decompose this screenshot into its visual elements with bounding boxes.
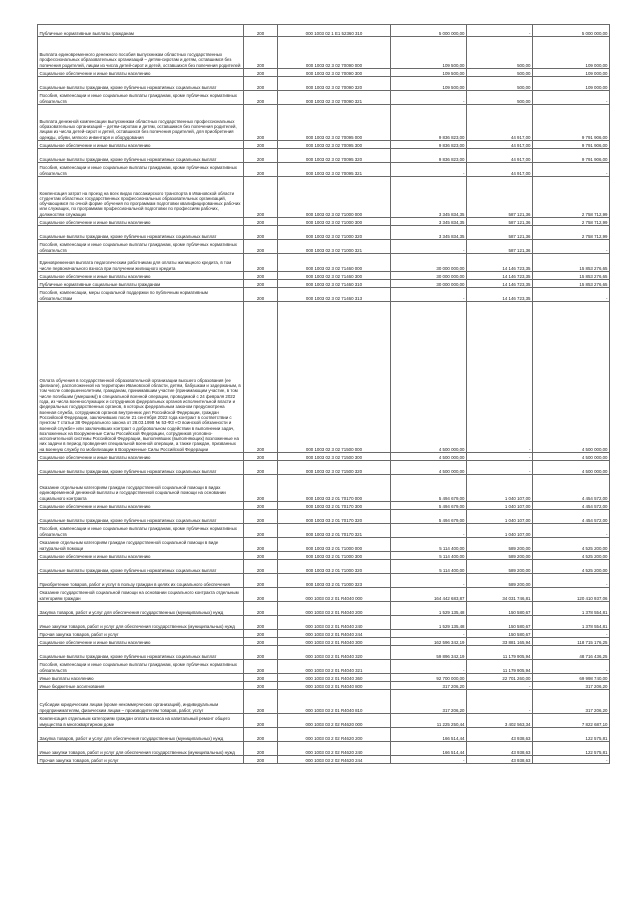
row-name-cell: Единовременная выплата педагогическим работникам для оплаты жилищного кредита, в том числе первоначального взноса при получении жилищного кредита	[38, 254, 244, 272]
row-remaining-amount-cell: 4 500 000,00	[533, 302, 610, 453]
row-remaining-amount-cell: -	[533, 756, 610, 764]
row-approved-amount-cell: 5 114 400,00	[391, 538, 467, 552]
row-executed-amount-cell: 589 200,00	[467, 538, 533, 552]
row-remaining-amount-cell: 9 791 906,00	[533, 141, 610, 149]
row-classification-code-cell: 000 1003 03 2 01 70170 321	[278, 524, 391, 538]
row-name-cell: Оплата обучения в государственной образовательной организации высшего образования (ее филиале), расположенной на территории Ивановской области, детям, бабушкам и задержаным, в том числе совершеннолетним, гражданам, принимавшим участие (принимающим участие, в том числе погибшим (умершим)) в специальной военной операции, проводимой с 24 февраля 2022 года, из числа военнослужащих и сотрудников федеральных органов исполнительной власти и федеральных государственных органов, в которых федеральным законом предусмотрена военная служба, сотрудников органов внутренних дел Российской Федерации, граждан Российской Федерации, заключивших после 21 сентября 2022 года контракт в соответствии с пунктом 7 статьи 38 Федерального закона от 28.03.1998 № 53-ФЗ «О воинской обязанности и военной службе» или заключивших контракт о добровольном содействии в выполнении задач, возложенных на Вооруженные Силы Российской Федерации, сотрудников уголовно-исполнительной системы Российской Федерации, выполнявших (выполняющих) возложенные на них задачи в период проведения специальной военной операции, а также граждан, призванных на военную службу по мобилизации в Вооруженные Силы Российской Федерации	[38, 302, 244, 453]
row-line-code-cell: 200	[244, 674, 278, 682]
row-line-code-cell: 200	[244, 149, 278, 163]
row-classification-code-cell: 000 1003 03 2 01 R4040 810	[278, 690, 391, 714]
table-row	[38, 630, 610, 638]
row-executed-amount-cell: 43 938,63	[467, 728, 533, 742]
row-name-cell: Компенсация затрат на проезд на всех видах пассажирского транспорта в Ивановской области студентам областных государственных профессиональных образовательных организаций, обучающимся по очной форме обучения по программам подготовки квалифицированных рабочих или служащих, по программам профессиональной подготовки по профессиям рабочих, должностям служащих	[38, 177, 244, 218]
table-row	[38, 280, 610, 288]
row-approved-amount-cell: -	[391, 524, 467, 538]
row-executed-amount-cell: 1 040 107,00	[467, 502, 533, 510]
row-approved-amount-cell: 109 500,00	[391, 77, 467, 91]
row-executed-amount-cell: 43 938,63	[467, 742, 533, 756]
row-approved-amount-cell: 5 114 400,00	[391, 552, 467, 560]
row-classification-code-cell: 000 1003 02 3 02 70090 321	[278, 91, 391, 105]
table-row	[38, 218, 610, 226]
row-executed-amount-cell: 34 031 746,81	[467, 588, 533, 602]
row-executed-amount-cell: 587 121,36	[467, 177, 533, 218]
row-executed-amount-cell: 500,00	[467, 77, 533, 91]
table-row	[38, 728, 610, 742]
row-executed-amount-cell: 587 121,36	[467, 226, 533, 240]
row-remaining-amount-cell: 4 525 200,00	[533, 552, 610, 560]
row-name-cell: Пособия, компенсации, меры социальной поддержки по публичным нормативным обязательствам	[38, 288, 244, 302]
row-line-code-cell: 200	[244, 616, 278, 630]
row-executed-amount-cell: 44 917,00	[467, 163, 533, 177]
row-name-cell: Закупка товаров, работ и услуг для обеспечения государственных (муниципальных) нужд	[38, 602, 244, 616]
row-classification-code-cell: 000 1003 03 2 01 R4040 240	[278, 616, 391, 630]
row-name-cell: Прочая закупка товаров, работ и услуг	[38, 756, 244, 764]
row-line-code-cell: 200	[244, 538, 278, 552]
table-row	[38, 69, 610, 77]
row-remaining-amount-cell: 69 998 740,00	[533, 674, 610, 682]
row-remaining-amount-cell: 9 791 906,00	[533, 149, 610, 163]
row-approved-amount-cell: 166 514,44	[391, 742, 467, 756]
row-executed-amount-cell: 150 580,67	[467, 616, 533, 630]
row-executed-amount-cell: 587 121,36	[467, 218, 533, 226]
table-row	[38, 638, 610, 646]
row-approved-amount-cell: 4 500 000,00	[391, 461, 467, 475]
row-approved-amount-cell: 164 442 683,87	[391, 588, 467, 602]
row-line-code-cell: 200	[244, 77, 278, 91]
row-classification-code-cell: 000 1003 02 3 02 71000 321	[278, 240, 391, 254]
row-approved-amount-cell: 59 896 342,19	[391, 646, 467, 660]
row-line-code-cell: 200	[244, 461, 278, 475]
row-line-code-cell: 200	[244, 288, 278, 302]
row-executed-amount-cell: 11 179 905,94	[467, 660, 533, 674]
row-executed-amount-cell: 500,00	[467, 91, 533, 105]
row-approved-amount-cell: -	[391, 288, 467, 302]
row-executed-amount-cell: -	[467, 453, 533, 461]
row-line-code-cell: 200	[244, 475, 278, 502]
table-row	[38, 510, 610, 524]
row-approved-amount-cell: 92 700 000,00	[391, 674, 467, 682]
row-name-cell: Социальное обеспечение и иные выплаты населению	[38, 272, 244, 280]
row-classification-code-cell: 000 1003 02 3 02 71000 320	[278, 226, 391, 240]
row-classification-code-cell: 000 1003 02 3 02 71460 313	[278, 288, 391, 302]
row-approved-amount-cell: -	[391, 574, 467, 588]
row-remaining-amount-cell: 15 853 276,65	[533, 254, 610, 272]
row-line-code-cell: 200	[244, 552, 278, 560]
row-name-cell: Оказание государственной социальной помощи на основании социального контракта отдельным категориям граждан	[38, 588, 244, 602]
row-classification-code-cell: 000 1003 02 3 02 71500 320	[278, 461, 391, 475]
row-executed-amount-cell: 1 040 107,00	[467, 510, 533, 524]
table-row	[38, 574, 610, 588]
row-executed-amount-cell: 14 146 723,35	[467, 288, 533, 302]
table-row	[38, 742, 610, 756]
row-remaining-amount-cell: 15 853 276,65	[533, 272, 610, 280]
row-classification-code-cell: 000 1003 02 3 02 71460 300	[278, 272, 391, 280]
row-name-cell: Публичные нормативные выплаты гражданам	[38, 25, 244, 37]
row-remaining-amount-cell: 4 454 572,00	[533, 475, 610, 502]
row-classification-code-cell: 000 1003 03 2 02 R4620 244	[278, 756, 391, 764]
row-approved-amount-cell: 109 500,00	[391, 37, 467, 69]
row-remaining-amount-cell: -	[533, 163, 610, 177]
row-line-code-cell: 200	[244, 510, 278, 524]
table-row	[38, 302, 610, 453]
row-name-cell: Социальное обеспечение и иные выплаты населению	[38, 502, 244, 510]
table-row	[38, 674, 610, 682]
row-line-code-cell: 200	[244, 105, 278, 141]
row-approved-amount-cell: 5 000 000,00	[391, 25, 467, 37]
row-line-code-cell: 200	[244, 560, 278, 574]
row-approved-amount-cell: -	[391, 163, 467, 177]
row-remaining-amount-cell: 109 000,00	[533, 37, 610, 69]
row-line-code-cell: 200	[244, 588, 278, 602]
row-name-cell: Социальное обеспечение и иные выплаты населению	[38, 218, 244, 226]
row-remaining-amount-cell: 5 000 000,00	[533, 25, 610, 37]
row-line-code-cell: 200	[244, 69, 278, 77]
row-line-code-cell: 200	[244, 141, 278, 149]
row-executed-amount-cell: -	[467, 682, 533, 690]
table-row	[38, 560, 610, 574]
table-body	[38, 25, 610, 764]
row-remaining-amount-cell: 109 000,00	[533, 77, 610, 91]
row-classification-code-cell: 000 1003 03 2 01 71000 323	[278, 574, 391, 588]
row-classification-code-cell: 000 1003 02 3 02 71000 300	[278, 218, 391, 226]
table-row	[38, 177, 610, 218]
row-approved-amount-cell: 109 500,00	[391, 69, 467, 77]
row-executed-amount-cell: 11 179 905,94	[467, 646, 533, 660]
row-line-code-cell: 200	[244, 91, 278, 105]
row-approved-amount-cell: -	[391, 756, 467, 764]
row-name-cell: Социальные выплаты гражданам, кроме публичных нормативных социальных выплат	[38, 461, 244, 475]
row-remaining-amount-cell: 4 525 200,00	[533, 538, 610, 552]
row-name-cell: Пособия, компенсации и иные социальные выплаты гражданам, кроме публичных нормативных обязательств	[38, 91, 244, 105]
row-classification-code-cell: 000 1003 03 2 01 71000 320	[278, 560, 391, 574]
table-row	[38, 141, 610, 149]
row-name-cell: Социальные выплаты гражданам, кроме публичных нормативных социальных выплат	[38, 149, 244, 163]
row-approved-amount-cell: 30 000 000,00	[391, 254, 467, 272]
row-remaining-amount-cell: 1 378 554,81	[533, 616, 610, 630]
row-executed-amount-cell: 14 146 723,35	[467, 272, 533, 280]
row-classification-code-cell: 000 1003 03 2 02 R4620 240	[278, 742, 391, 756]
row-line-code-cell: 200	[244, 177, 278, 218]
row-classification-code-cell: 000 1003 03 2 01 R4040 000	[278, 588, 391, 602]
row-line-code-cell: 200	[244, 524, 278, 538]
row-classification-code-cell: 000 1003 03 2 01 R4040 300	[278, 638, 391, 646]
table-row	[38, 240, 610, 254]
row-remaining-amount-cell: 122 575,81	[533, 742, 610, 756]
row-classification-code-cell: 000 1003 03 2 01 R4040 320	[278, 646, 391, 660]
row-name-cell: Иные закупки товаров, работ и услуг для обеспечения государственных (муниципальных) нужд	[38, 742, 244, 756]
row-classification-code-cell: 000 1003 02 3 02 70095 000	[278, 105, 391, 141]
row-classification-code-cell: 000 1003 02 3 02 70095 321	[278, 163, 391, 177]
row-executed-amount-cell: 589 200,00	[467, 560, 533, 574]
row-line-code-cell: 200	[244, 240, 278, 254]
row-classification-code-cell: 000 1003 02 3 02 70090 320	[278, 77, 391, 91]
row-classification-code-cell: 000 1003 03 2 01 71000 300	[278, 552, 391, 560]
row-name-cell: Социальные выплаты гражданам, кроме публичных нормативных социальных выплат	[38, 77, 244, 91]
row-approved-amount-cell: 3 345 834,35	[391, 226, 467, 240]
row-remaining-amount-cell: -	[533, 630, 610, 638]
row-classification-code-cell: 000 1003 03 2 01 70170 000	[278, 475, 391, 502]
row-line-code-cell: 200	[244, 218, 278, 226]
row-approved-amount-cell: 30 000 000,00	[391, 280, 467, 288]
table-row	[38, 602, 610, 616]
row-approved-amount-cell: 4 500 000,00	[391, 302, 467, 453]
row-name-cell: Социальное обеспечение и иные выплаты населению	[38, 638, 244, 646]
row-approved-amount-cell: 30 000 000,00	[391, 272, 467, 280]
row-remaining-amount-cell: 2 758 712,99	[533, 226, 610, 240]
row-executed-amount-cell: 33 881 165,94	[467, 638, 533, 646]
row-classification-code-cell: 000 1003 02 3 02 71500 000	[278, 302, 391, 453]
row-approved-amount-cell: -	[391, 91, 467, 105]
row-remaining-amount-cell: -	[533, 91, 610, 105]
row-name-cell: Выплата денежной компенсации выпускникам областных государственных профессиональных образовательных организаций – детям-сиротам и детям, оставшимся без попечения родителей, лицам из числа детей-сирот и детей, оставшихся без попечения родителей, для приобретения одежды, обуви, мягкого инвентаря и оборудования	[38, 105, 244, 141]
row-line-code-cell: 200	[244, 280, 278, 288]
row-executed-amount-cell: 500,00	[467, 37, 533, 69]
row-line-code-cell: 200	[244, 25, 278, 37]
row-line-code-cell: 200	[244, 756, 278, 764]
row-remaining-amount-cell: 4 525 200,00	[533, 560, 610, 574]
row-line-code-cell: 200	[244, 690, 278, 714]
row-line-code-cell: 200	[244, 574, 278, 588]
row-classification-code-cell: 000 1003 03 2 01 R4040 244	[278, 630, 391, 638]
row-name-cell: Социальное обеспечение и иные выплаты населению	[38, 69, 244, 77]
row-remaining-amount-cell: 4 454 572,00	[533, 502, 610, 510]
row-line-code-cell: 200	[244, 646, 278, 660]
row-name-cell: Оказание отдельным категориям граждан государственной социальной помощи в виде натуральной помощи	[38, 538, 244, 552]
row-line-code-cell: 200	[244, 660, 278, 674]
row-line-code-cell: 200	[244, 728, 278, 742]
row-remaining-amount-cell: -	[533, 574, 610, 588]
row-remaining-amount-cell: -	[533, 660, 610, 674]
table-row	[38, 163, 610, 177]
row-approved-amount-cell: 317 206,20	[391, 690, 467, 714]
row-approved-amount-cell: -	[391, 240, 467, 254]
row-line-code-cell: 200	[244, 272, 278, 280]
row-classification-code-cell: 000 1003 03 2 01 R4040 200	[278, 602, 391, 616]
row-approved-amount-cell: 5 494 679,00	[391, 475, 467, 502]
row-approved-amount-cell: 9 836 823,00	[391, 149, 467, 163]
row-name-cell: Прочая закупка товаров, работ и услуг	[38, 630, 244, 638]
row-approved-amount-cell: 3 345 834,35	[391, 218, 467, 226]
row-line-code-cell: 200	[244, 254, 278, 272]
table-row	[38, 77, 610, 91]
row-executed-amount-cell: 44 917,00	[467, 149, 533, 163]
row-executed-amount-cell: -	[467, 461, 533, 475]
row-executed-amount-cell: 44 917,00	[467, 105, 533, 141]
table-row	[38, 254, 610, 272]
row-executed-amount-cell: 14 146 723,35	[467, 280, 533, 288]
table-row	[38, 453, 610, 461]
row-approved-amount-cell: 1 529 135,48	[391, 616, 467, 630]
row-classification-code-cell: 000 1003 03 2 01 R4040 321	[278, 660, 391, 674]
row-executed-amount-cell: 150 580,67	[467, 630, 533, 638]
table-row	[38, 552, 610, 560]
table-row	[38, 524, 610, 538]
row-remaining-amount-cell: -	[533, 524, 610, 538]
row-name-cell: Приобретение товаров, работ и услуг в пользу граждан в целях их социального обеспечения	[38, 574, 244, 588]
table-row	[38, 616, 610, 630]
row-remaining-amount-cell: 15 853 276,65	[533, 280, 610, 288]
table-row	[38, 461, 610, 475]
row-line-code-cell: 200	[244, 682, 278, 690]
row-line-code-cell: 200	[244, 163, 278, 177]
row-classification-code-cell: 000 1003 03 2 01 70170 300	[278, 502, 391, 510]
row-approved-amount-cell: 3 345 834,35	[391, 177, 467, 218]
row-executed-amount-cell: 589 200,00	[467, 574, 533, 588]
table-row	[38, 226, 610, 240]
table-row	[38, 690, 610, 714]
row-name-cell: Оказание отдельным категориям граждан государственной социальной помощи в видах единовременной денежной выплаты и государственной социальной помощи на основании социального контракта	[38, 475, 244, 502]
row-line-code-cell: 200	[244, 630, 278, 638]
row-line-code-cell: 200	[244, 602, 278, 616]
row-line-code-cell: 200	[244, 37, 278, 69]
row-line-code-cell: 200	[244, 714, 278, 728]
row-name-cell: Компенсация отдельным категориям граждан оплаты взноса на капитальный ремонт общего имущества в многоквартирном доме	[38, 714, 244, 728]
table-row	[38, 714, 610, 728]
table-row	[38, 272, 610, 280]
row-classification-code-cell: 000 1003 03 2 02 R4620 200	[278, 728, 391, 742]
row-name-cell: Пособия, компенсации и иные социальные выплаты гражданам, кроме публичных нормативных обязательств	[38, 163, 244, 177]
row-name-cell: Пособия, компенсации и иные социальные выплаты гражданам, кроме публичных нормативных обязательств	[38, 240, 244, 254]
row-name-cell: Социальные выплаты гражданам, кроме публичных нормативных социальных выплат	[38, 560, 244, 574]
row-executed-amount-cell: 1 040 107,00	[467, 475, 533, 502]
row-line-code-cell: 200	[244, 638, 278, 646]
row-executed-amount-cell: 1 040 107,00	[467, 524, 533, 538]
row-name-cell: Иные выплаты населению	[38, 674, 244, 682]
row-line-code-cell: 200	[244, 502, 278, 510]
table-row	[38, 149, 610, 163]
row-name-cell: Закупка товаров, работ и услуг для обеспечения государственных (муниципальных) нужд	[38, 728, 244, 742]
row-approved-amount-cell: 1 529 135,48	[391, 602, 467, 616]
row-remaining-amount-cell: 48 716 436,25	[533, 646, 610, 660]
row-classification-code-cell: 000 1003 03 2 01 R4040 360	[278, 674, 391, 682]
table-row	[38, 682, 610, 690]
row-approved-amount-cell: 9 836 823,00	[391, 105, 467, 141]
row-classification-code-cell: 000 1003 02 3 02 71460 310	[278, 280, 391, 288]
row-remaining-amount-cell: 4 454 572,00	[533, 510, 610, 524]
budget-execution-table	[37, 24, 610, 764]
row-name-cell: Публичные нормативные социальные выплаты гражданам	[38, 280, 244, 288]
row-line-code-cell: 200	[244, 742, 278, 756]
table-row	[38, 756, 610, 764]
row-remaining-amount-cell: 2 758 712,99	[533, 177, 610, 218]
table-row	[38, 660, 610, 674]
table-row	[38, 37, 610, 69]
row-line-code-cell: 200	[244, 453, 278, 461]
row-classification-code-cell: 000 1003 02 3 02 70095 320	[278, 149, 391, 163]
row-classification-code-cell: 000 1003 02 3 02 71500 300	[278, 453, 391, 461]
row-approved-amount-cell: -	[391, 630, 467, 638]
row-classification-code-cell: 000 1003 02 3 02 70090 000	[278, 37, 391, 69]
row-remaining-amount-cell: 1 378 554,81	[533, 602, 610, 616]
row-executed-amount-cell: 150 580,67	[467, 602, 533, 616]
table-row	[38, 91, 610, 105]
row-executed-amount-cell: 589 200,00	[467, 552, 533, 560]
row-executed-amount-cell: -	[467, 690, 533, 714]
row-classification-code-cell: 000 1003 03 2 01 71000 000	[278, 538, 391, 552]
row-classification-code-cell: 000 1003 02 3 02 70095 300	[278, 141, 391, 149]
row-line-code-cell: 200	[244, 302, 278, 453]
row-name-cell: Выплата единовременного денежного пособия выпускникам областных государственных профессиональных образовательных организаций – детям-сиротам и детям, оставшимся без попечения родителей, лицам из числа детей-сирот и детей, оставшихся без попечения родителей	[38, 37, 244, 69]
row-classification-code-cell: 000 1003 02 3 02 70090 300	[278, 69, 391, 77]
row-approved-amount-cell: 166 514,44	[391, 728, 467, 742]
row-name-cell: Социальные выплаты гражданам, кроме публичных нормативных социальных выплат	[38, 510, 244, 524]
row-name-cell: Социальные выплаты гражданам, кроме публичных нормативных социальных выплат	[38, 646, 244, 660]
table-row	[38, 588, 610, 602]
row-name-cell: Иные закупки товаров, работ и услуг для обеспечения государственных (муниципальных) нужд	[38, 616, 244, 630]
row-remaining-amount-cell: 2 758 712,99	[533, 218, 610, 226]
row-executed-amount-cell: 14 146 723,35	[467, 254, 533, 272]
row-name-cell: Социальное обеспечение и иные выплаты населению	[38, 552, 244, 560]
row-approved-amount-cell: 4 500 000,00	[391, 453, 467, 461]
row-remaining-amount-cell: 118 715 176,25	[533, 638, 610, 646]
row-name-cell: Социальные выплаты гражданам, кроме публичных нормативных социальных выплат	[38, 226, 244, 240]
row-classification-code-cell: 000 1003 02 3 02 71460 000	[278, 254, 391, 272]
row-executed-amount-cell: 43 938,63	[467, 756, 533, 764]
table-row	[38, 288, 610, 302]
row-classification-code-cell: 000 1003 02 1 E1 52360 310	[278, 25, 391, 37]
row-remaining-amount-cell: 4 500 000,00	[533, 461, 610, 475]
row-remaining-amount-cell: -	[533, 288, 610, 302]
row-name-cell: Пособия, компенсации и иные социальные выплаты гражданам, кроме публичных нормативных обязательств	[38, 524, 244, 538]
row-classification-code-cell: 000 1003 03 2 01 R4040 800	[278, 682, 391, 690]
row-remaining-amount-cell: 109 000,00	[533, 69, 610, 77]
row-approved-amount-cell: 5 494 679,00	[391, 502, 467, 510]
row-remaining-amount-cell: 7 822 687,10	[533, 714, 610, 728]
table-row	[38, 105, 610, 141]
row-approved-amount-cell: 9 836 823,00	[391, 141, 467, 149]
row-line-code-cell: 200	[244, 226, 278, 240]
row-executed-amount-cell: -	[467, 25, 533, 37]
row-executed-amount-cell: 3 402 563,34	[467, 714, 533, 728]
row-executed-amount-cell: 22 701 260,00	[467, 674, 533, 682]
row-remaining-amount-cell: 120 410 937,06	[533, 588, 610, 602]
row-name-cell: Социальное обеспечение и иные выплаты населению	[38, 453, 244, 461]
row-classification-code-cell: 000 1003 02 3 02 71000 000	[278, 177, 391, 218]
row-remaining-amount-cell: 317 206,20	[533, 682, 610, 690]
table-row	[38, 646, 610, 660]
row-remaining-amount-cell: 9 791 906,00	[533, 105, 610, 141]
row-classification-code-cell: 000 1003 03 2 02 R4620 000	[278, 714, 391, 728]
row-remaining-amount-cell: 4 500 000,00	[533, 453, 610, 461]
row-approved-amount-cell: 5 114 400,00	[391, 560, 467, 574]
row-remaining-amount-cell: -	[533, 240, 610, 254]
row-approved-amount-cell: -	[391, 660, 467, 674]
row-name-cell: Иные бюджетные ассигнования	[38, 682, 244, 690]
row-approved-amount-cell: 317 206,20	[391, 682, 467, 690]
table-row	[38, 502, 610, 510]
row-executed-amount-cell: -	[467, 302, 533, 453]
table-row	[38, 475, 610, 502]
row-classification-code-cell: 000 1003 03 2 01 70170 320	[278, 510, 391, 524]
table-row	[38, 25, 610, 37]
row-approved-amount-cell: 162 596 342,19	[391, 638, 467, 646]
row-executed-amount-cell: 44 917,00	[467, 141, 533, 149]
row-name-cell: Пособия, компенсации и иные социальные выплаты гражданам, кроме публичных нормативных обязательств	[38, 660, 244, 674]
table-row	[38, 538, 610, 552]
row-approved-amount-cell: 11 225 250,44	[391, 714, 467, 728]
row-executed-amount-cell: 587 121,36	[467, 240, 533, 254]
row-name-cell: Социальное обеспечение и иные выплаты населению	[38, 141, 244, 149]
row-remaining-amount-cell: 122 575,81	[533, 728, 610, 742]
row-remaining-amount-cell: 317 206,20	[533, 690, 610, 714]
row-name-cell: Субсидии юридическим лицам (кроме некоммерческих организаций), индивидуальным предпринимателям, физическим лицам – производителям товаров, работ, услуг	[38, 690, 244, 714]
row-executed-amount-cell: 500,00	[467, 69, 533, 77]
row-approved-amount-cell: 5 494 679,00	[391, 510, 467, 524]
